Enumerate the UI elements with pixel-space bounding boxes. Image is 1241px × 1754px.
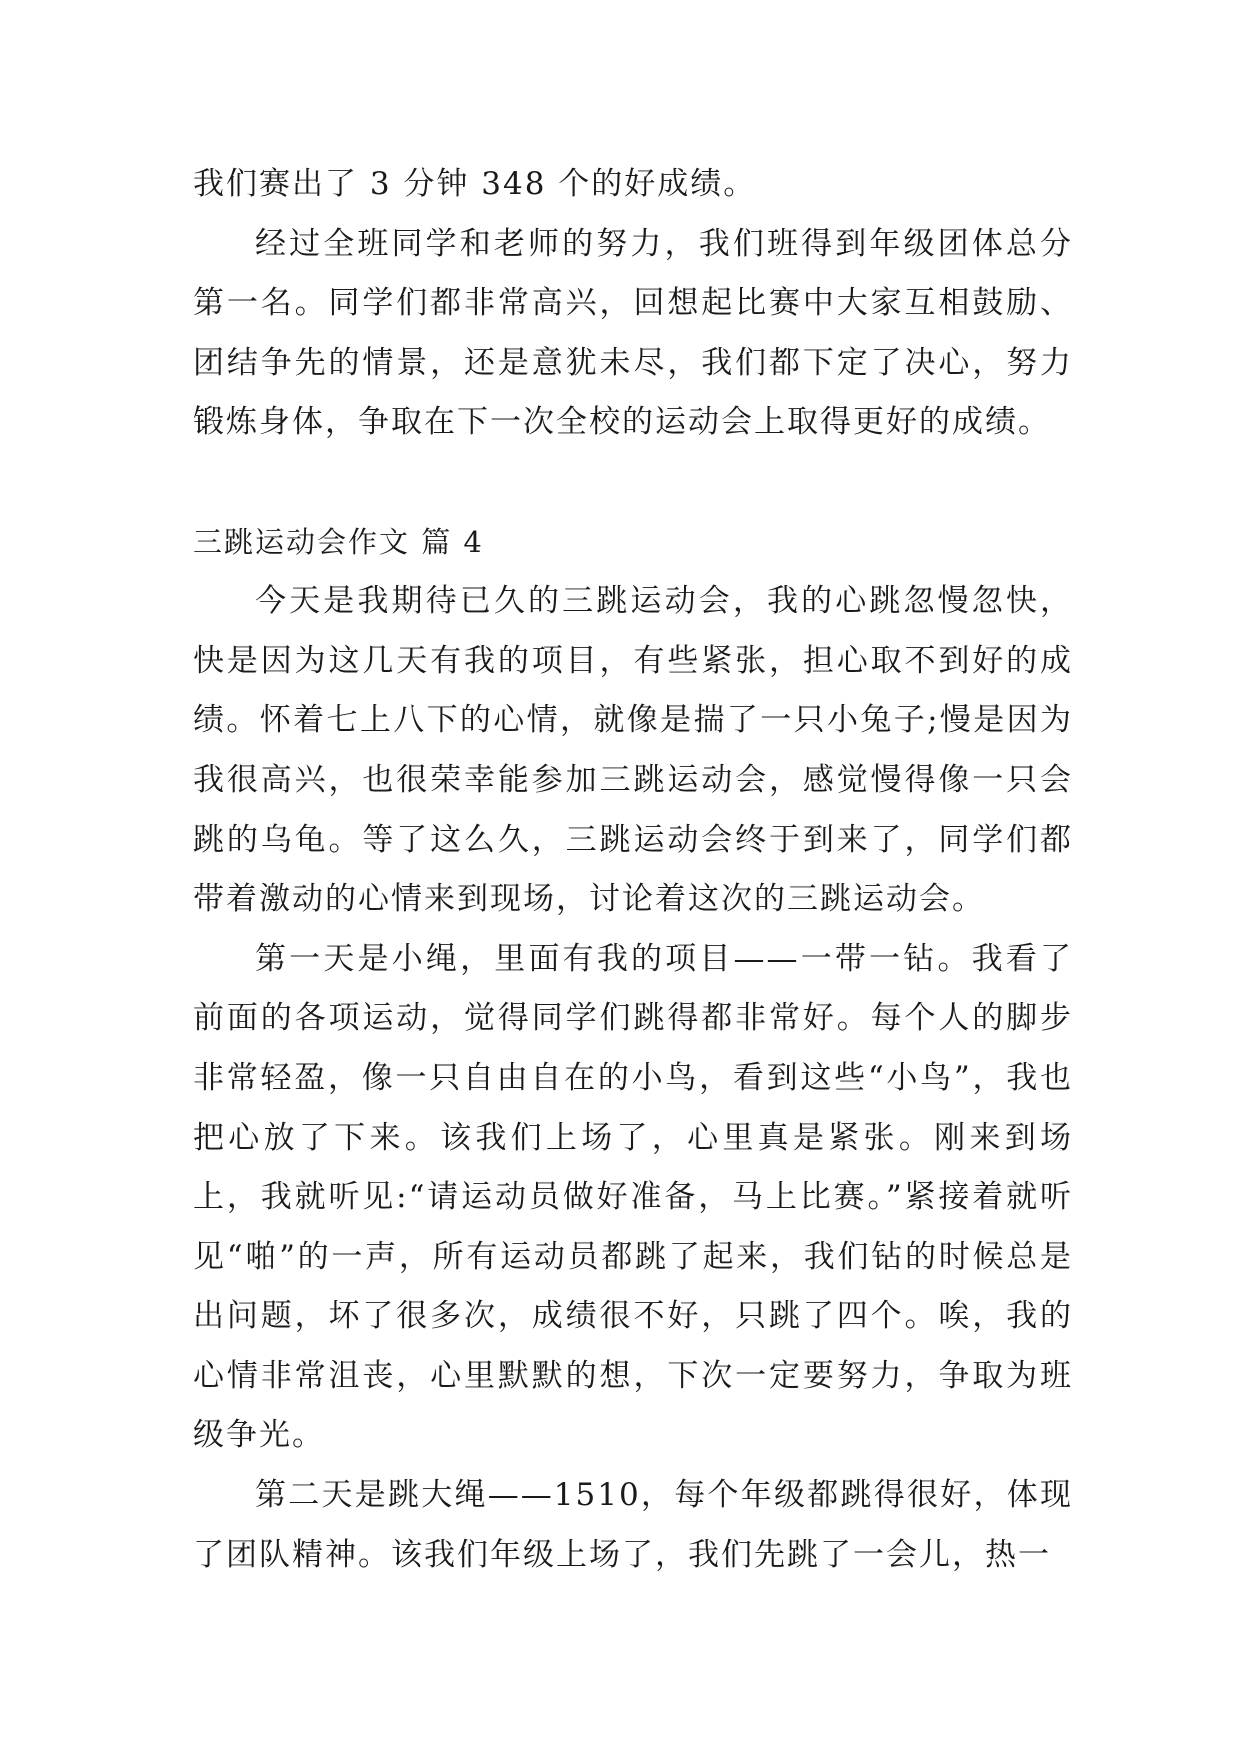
document-body: [193, 155, 1073, 1585]
paragraph-continuation: 我们赛出了 3 分钟 348 个的好成绩。: [193, 166, 757, 202]
paragraph-day-two: 第二天是跳大绳——1510，每个年级都跳得很好，体现了团队精神。该我们年级上场了，我们先跳了一会儿，热一: [193, 1477, 1073, 1573]
section-heading: 三跳运动会作文 篇 4: [193, 524, 484, 559]
paragraph-intro: 今天是我期待已久的三跳运动会，我的心跳忽慢忽快，快是因为这几天有我的项目，有些紧张，担心取不到好的成绩。怀着七上八下的心情，就像是揣了一只小兔子;慢是因为我很高兴，也很荣幸能参加三跳运动会，感觉慢得像一只会跳的乌龟。等了这么久，三跳运动会终于到来了，同学们都带着激动的心情来到现场，讨论着这次的三跳运动会。: [193, 583, 1073, 918]
paragraph-day-one: 第一天是小绳，里面有我的项目——一带一钻。我看了前面的各项运动，觉得同学们跳得都非常好。每个人的脚步非常轻盈，像一只自由自在的小鸟，看到这些“小鸟”，我也把心放了下来。该我们上场了，心里真是紧张。刚来到场上，我就听见:“请运动员做好准备，马上比赛。”紧接着就听见“啪”的一声，所有运动员都跳了起来，我们钻的时候总是出问题，坏了很多次，成绩很不好，只跳了四个。唉，我的心情非常沮丧，心里默默的想，下次一定要努力，争取为班级争光。: [193, 940, 1073, 1454]
paragraph-conclusion: 经过全班同学和老师的努力，我们班得到年级团体总分第一名。同学们都非常高兴，回想起比赛中大家互相鼓励、团结争先的情景，还是意犹未尽，我们都下定了决心，努力锻炼身体，争取在下一次全校的运动会上取得更好的成绩。: [193, 225, 1073, 441]
